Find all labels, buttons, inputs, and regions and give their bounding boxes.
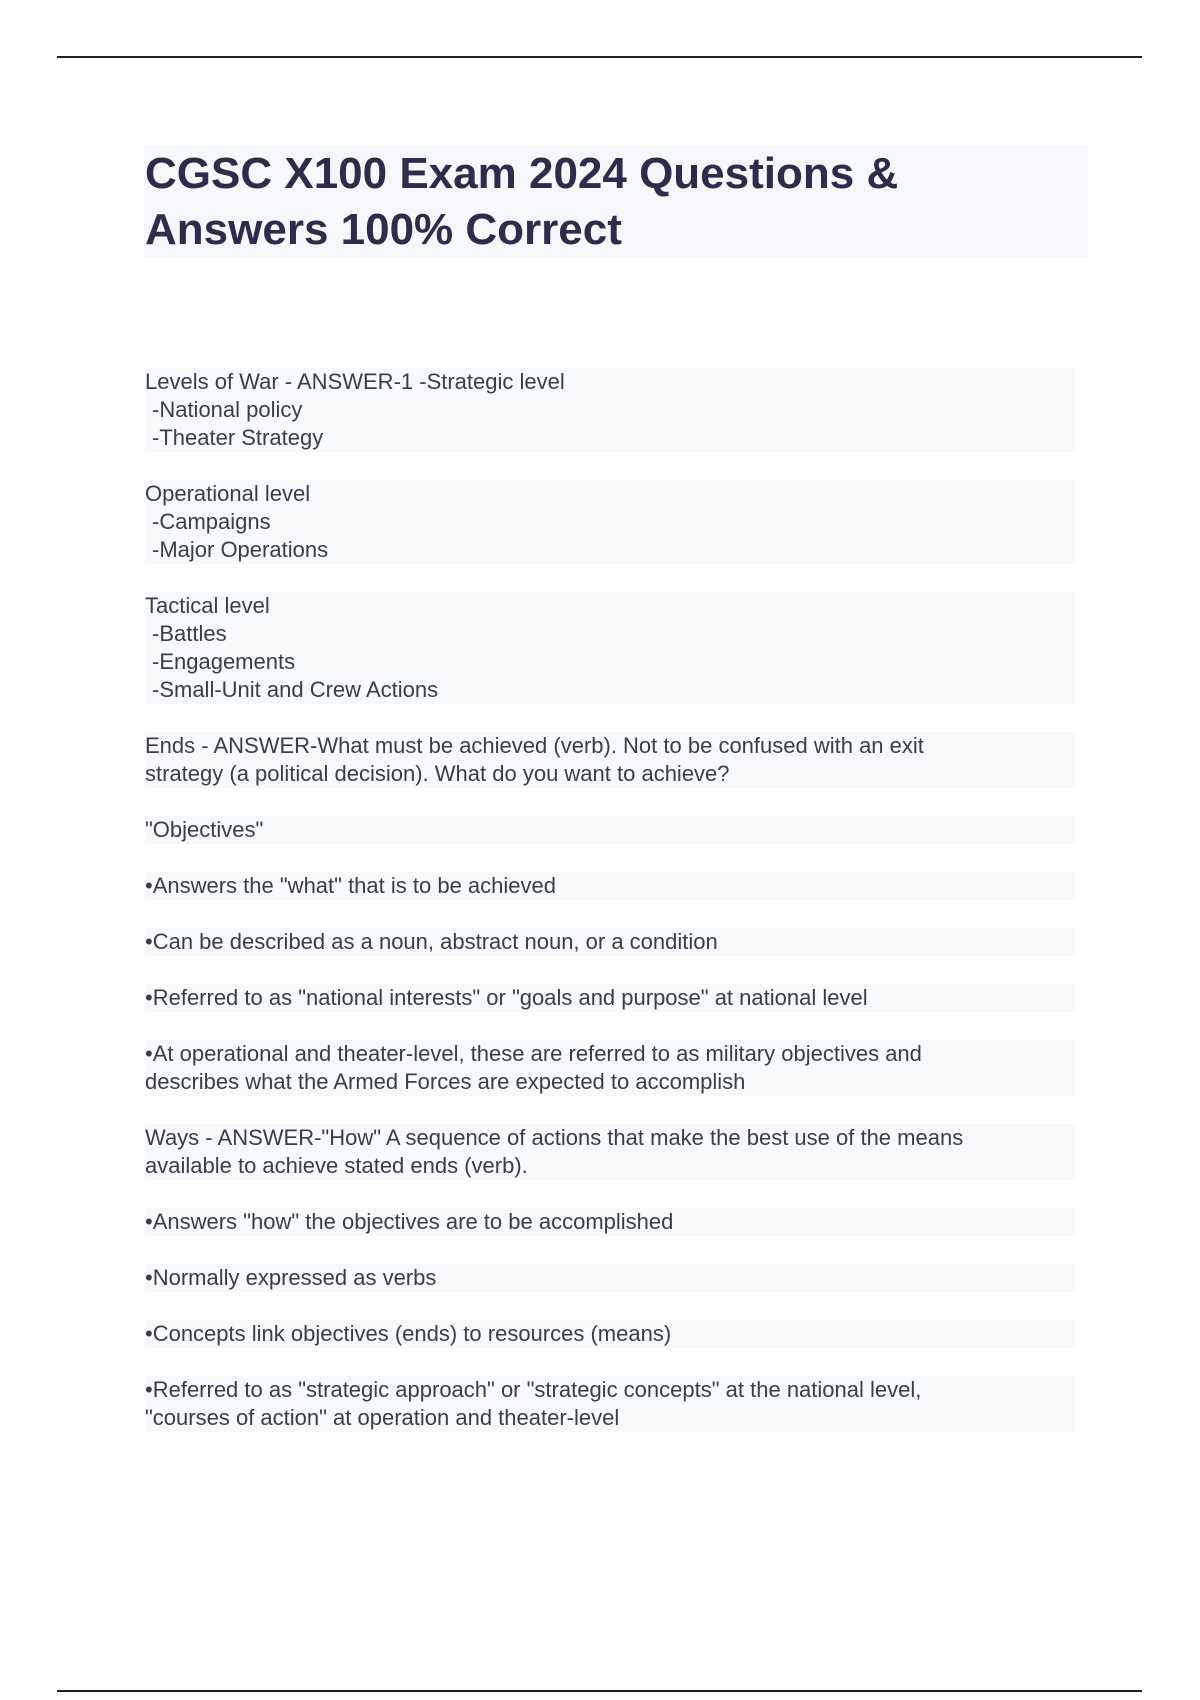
text-line: -Engagements [145,648,1075,676]
top-rule [57,56,1142,58]
paragraph-ends [145,732,1075,788]
text-line: -Theater Strategy [145,424,1075,452]
text-line: •Referred to as "national interests" or "goals and purpose" at national level [145,984,1075,1012]
text-line: •Answers "how" the objectives are to be accomplished [145,1208,1075,1236]
text-line: Tactical level [145,592,1075,620]
bullet-item [145,1376,1075,1432]
bullet-item [145,1208,1075,1236]
text-line: Operational level [145,480,1075,508]
text-line: -Battles [145,620,1075,648]
bullet-item [145,928,1075,956]
text-line: available to achieve stated ends (verb). [145,1152,1075,1180]
paragraph-tactical-level [145,592,1075,704]
bullet-item [145,1320,1075,1348]
text-line: •At operational and theater-level, these are referred to as military objectives and [145,1040,1075,1068]
text-line: -Campaigns [145,508,1075,536]
text-line: -Major Operations [145,536,1075,564]
text-line: Levels of War - ANSWER-1 -Strategic level [145,368,1075,396]
paragraph-operational-level [145,480,1075,564]
text-line: -Small-Unit and Crew Actions [145,676,1075,704]
text-line: Ends - ANSWER-What must be achieved (verb). Not to be confused with an exit [145,732,1075,760]
text-line: •Referred to as "strategic approach" or "strategic concepts" at the national level, [145,1376,1075,1404]
text-line: strategy (a political decision). What do you want to achieve? [145,760,1075,788]
paragraph-levels-of-war [145,368,1075,452]
bullet-item [145,1264,1075,1292]
text-line: "Objectives" [145,816,1075,844]
text-line: Ways - ANSWER-"How" A sequence of actions that make the best use of the means [145,1124,1075,1152]
text-line: •Concepts link objectives (ends) to resources (means) [145,1320,1075,1348]
text-line: •Normally expressed as verbs [145,1264,1075,1292]
bullet-item [145,984,1075,1012]
document-title: CGSC X100 Exam 2024 Questions & Answers 100% Correct [145,149,899,254]
bullet-item [145,1040,1075,1096]
paragraph-ways [145,1124,1075,1180]
paragraph-objectives [145,816,1075,844]
bottom-rule [57,1690,1142,1692]
text-line: -National policy [145,396,1075,424]
text-line: •Can be described as a noun, abstract noun, or a condition [145,928,1075,956]
document-body [145,368,1075,1460]
bullet-item [145,872,1075,900]
text-line: "courses of action" at operation and theater-level [145,1404,1075,1432]
text-line: •Answers the "what" that is to be achieved [145,872,1075,900]
text-line: describes what the Armed Forces are expected to accomplish [145,1068,1075,1096]
